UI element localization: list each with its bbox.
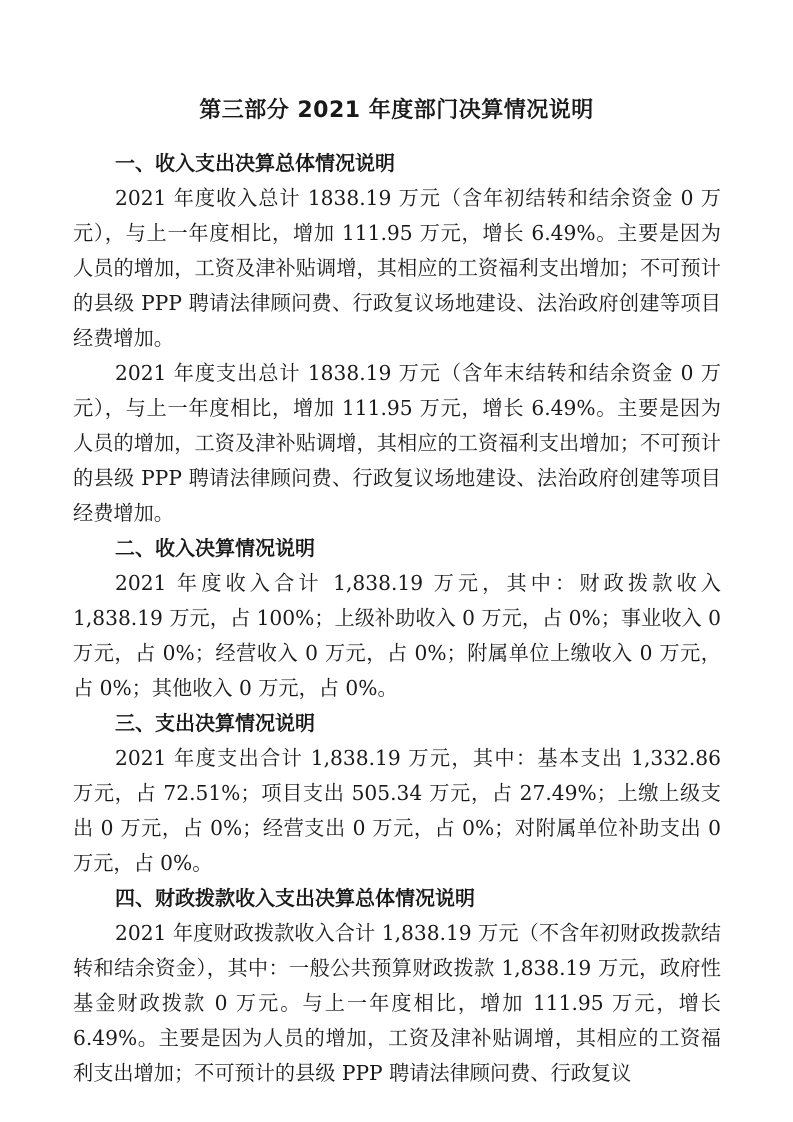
- paragraph: 2021 年度支出合计 1,838.19 万元，其中：基本支出 1,332.86 万元，占 72.51%；项目支出 505.34 万元，占 27.49%；上缴上级支出 0 万元，占 0%；经营支出 0 万元，占 0%；对附属单位补助支出 0 万元，占 0%。: [73, 746, 721, 875]
- page-title: 第三部分 2021 年度部门决算情况说明: [199, 98, 594, 123]
- paragraph: 2021 年度财政拨款收入合计 1,838.19 万元（不含年初财政拨款结转和结余资金），其中：一般公共预算财政拨款 1,838.19 万元，政府性基金财政拨款 0 万元。与上一年度相比，增加 111.95 万元，增长 6.49%。主要是因为人员的增加，工资及津补贴调增，其相应的工资福利支出增加；不可预计的县级 PPP 聘请法律顾问费、行政复议: [73, 921, 721, 1085]
- paragraph: 2021 年度收入总计 1838.19 万元（含年初结转和结余资金 0 万元），与上一年度相比，增加 111.95 万元，增长 6.49%。主要是因为人员的增加，工资及津补贴调增，其相应的工资福利支出增加；不可预计的县级 PPP 聘请法律顾问费、行政复议场地建设、法治政府创建等项目经费增加。: [73, 186, 721, 350]
- document-body: [73, 146, 721, 1091]
- paragraph: 2021 年度收入合计 1,838.19 万元，其中：财政拨款收入 1,838.19 万元，占 100%；上级补助收入 0 万元，占 0%；事业收入 0 万元，占 0%；经营收入 0 万元，占 0%；附属单位上缴收入 0 万元，占 0%；其他收入 0 万元，占 0%。: [73, 571, 721, 700]
- section-expenditure: [73, 706, 721, 881]
- section-heading: 一、收入支出决算总体情况说明: [115, 151, 395, 175]
- paragraph: 2021 年度支出总计 1838.19 万元（含年末结转和结余资金 0 万元），与上一年度相比，增加 111.95 万元，增长 6.49%。主要是因为人员的增加，工资及津补贴调增，其相应的工资福利支出增加；不可预计的县级 PPP 聘请法律顾问费、行政复议场地建设、法治政府创建等项目经费增加。: [73, 361, 721, 525]
- section-income: [73, 531, 721, 706]
- section-heading: 二、收入决算情况说明: [115, 536, 315, 560]
- section-heading: 四、财政拨款收入支出决算总体情况说明: [115, 886, 475, 910]
- section-heading: 三、支出决算情况说明: [115, 711, 315, 735]
- section-income-expenditure-overview: [73, 146, 721, 531]
- section-fiscal-appropriation: [73, 881, 721, 1091]
